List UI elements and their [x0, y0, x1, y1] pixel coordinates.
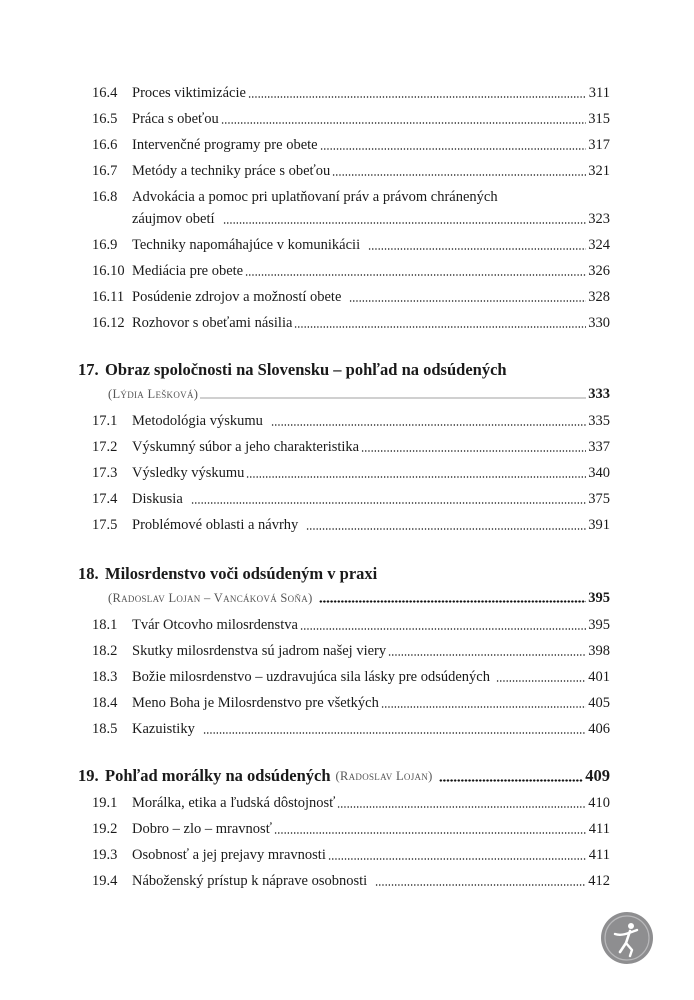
dot-leader — [319, 600, 586, 603]
dot-leader — [248, 96, 586, 98]
dot-leader — [381, 706, 586, 708]
dot-leader — [337, 806, 586, 808]
section-title: Diskusia — [132, 491, 183, 507]
chapter-author: (Radoslav Lojan – Vancáková Soňa) — [108, 591, 313, 605]
section-number: 19.2 — [92, 821, 118, 837]
dot-leader — [328, 858, 586, 860]
toc-entry-16-10[interactable] — [92, 258, 610, 280]
dot-leader — [375, 884, 586, 886]
page-number: 324 — [588, 237, 610, 253]
page-number: 406 — [588, 721, 610, 737]
section-number: 17.1 — [92, 413, 118, 429]
chapter-number: 19. — [78, 766, 99, 785]
section-number: 19.1 — [92, 795, 118, 811]
section-title: Osobnosť a jej prejavy mravnosti — [132, 847, 326, 863]
section-title: Náboženský prístup k náprave osobnosti — [132, 873, 368, 889]
section-title: Morálka, etika a ľudská dôstojnosť — [132, 795, 336, 811]
dot-leader — [294, 326, 586, 328]
page-number: 398 — [588, 643, 610, 659]
logo-graphic — [601, 912, 653, 964]
dot-leader — [439, 779, 584, 782]
dot-leader — [361, 450, 586, 452]
section-title: Proces viktimizácie — [132, 85, 246, 101]
chapter-page-number: 409 — [585, 766, 610, 785]
section-title: Intervenčné programy pre obete — [132, 137, 318, 153]
dot-leader — [246, 476, 586, 478]
section-number: 17.5 — [92, 517, 118, 533]
section-number: 16.5 — [92, 111, 118, 127]
toc-entry-17-3[interactable] — [92, 460, 610, 482]
toc-entry-16-6[interactable] — [92, 132, 610, 154]
dot-leader — [203, 732, 586, 734]
page-number: 337 — [588, 439, 610, 455]
section-number: 16.4 — [92, 85, 118, 101]
chapter-author: (Lýdia Lešková) — [108, 387, 199, 401]
page-number: 340 — [588, 465, 610, 481]
dot-leader — [221, 122, 586, 124]
page-number: 317 — [588, 137, 610, 153]
section-title: Výsledky výskumu — [132, 465, 245, 481]
chapter-number: 18. — [78, 564, 99, 583]
page-number: 330 — [588, 315, 610, 331]
page-number: 412 — [588, 873, 610, 889]
toc-entry-16-8-continued[interactable] — [132, 206, 610, 228]
dot-leader — [271, 424, 586, 426]
toc-entry-18-5[interactable] — [92, 716, 610, 738]
dot-leader — [349, 300, 586, 302]
page-number: 328 — [588, 289, 610, 305]
page-number: 401 — [588, 669, 610, 685]
dot-leader — [320, 148, 586, 150]
stick-figure-logo-icon — [601, 912, 653, 964]
page-number: 410 — [588, 795, 610, 811]
page-number: 326 — [588, 263, 610, 279]
section-number: 18.3 — [92, 669, 118, 685]
section-number: 17.3 — [92, 465, 118, 481]
dot-leader — [191, 502, 586, 504]
section-title: Metódy a techniky práce s obeťou — [132, 163, 331, 179]
toc-entry-16-11[interactable] — [92, 284, 610, 306]
section-title: Kazuistiky — [132, 721, 195, 737]
chapter-heading-18[interactable] — [78, 560, 610, 584]
toc-entry-18-3[interactable] — [92, 664, 610, 686]
section-number: 17.4 — [92, 491, 118, 507]
section-number: 16.9 — [92, 237, 118, 253]
section-title: Práca s obeťou — [132, 111, 219, 127]
dot-leader — [332, 174, 586, 176]
section-number: 18.4 — [92, 695, 118, 711]
section-title: Problémové oblasti a návrhy — [132, 517, 299, 533]
section-number: 16.8 — [92, 189, 118, 205]
page-number: 405 — [588, 695, 610, 711]
section-title: Advokácia a pomoc pri uplatňovaní práv a právom chránených — [132, 189, 498, 205]
section-number: 16.11 — [92, 289, 125, 305]
chapter-page-number: 395 — [588, 590, 610, 606]
dot-leader — [200, 397, 586, 399]
page-number: 375 — [588, 491, 610, 507]
chapter-number: 17. — [78, 360, 99, 379]
toc-entry-19-1[interactable] — [92, 790, 610, 812]
page-number: 335 — [588, 413, 610, 429]
section-number: 18.2 — [92, 643, 118, 659]
chapter-author-line-18[interactable] — [108, 585, 610, 607]
section-number: 16.12 — [92, 315, 125, 331]
dot-leader — [388, 654, 586, 656]
toc-entry-19-4[interactable] — [92, 868, 610, 890]
dot-leader — [245, 274, 586, 276]
section-title-continued: záujmov obetí — [132, 211, 215, 227]
page-number: 315 — [588, 111, 610, 127]
section-number: 16.10 — [92, 263, 125, 279]
toc-entry-18-4[interactable] — [92, 690, 610, 712]
toc-entry-16-12[interactable] — [92, 310, 610, 332]
section-title: Posúdenie zdrojov a možností obete — [132, 289, 342, 305]
dot-leader — [223, 222, 586, 224]
section-title: Dobro – zlo – mravnosť — [132, 821, 272, 837]
toc-entry-16-9[interactable] — [92, 232, 610, 254]
section-title: Výskumný súbor a jeho charakteristika — [132, 439, 360, 455]
section-title: Mediácia pre obete — [132, 263, 244, 279]
chapter-title: Obraz spoločnosti na Slovensku – pohľad na odsúdených — [105, 360, 507, 379]
toc-entry-17-1[interactable] — [92, 408, 610, 430]
page-number: 321 — [588, 163, 610, 179]
page-number: 391 — [588, 517, 610, 533]
chapter-author-line-17[interactable] — [108, 381, 610, 403]
chapter-title: Milosrdenstvo voči odsúdeným v praxi — [105, 564, 378, 583]
section-number: 19.4 — [92, 873, 118, 889]
section-number: 18.5 — [92, 721, 118, 737]
dot-leader — [306, 528, 586, 530]
section-title: Metodológia výskumu — [132, 413, 263, 429]
chapter-heading-17[interactable] — [78, 356, 610, 380]
section-number: 16.6 — [92, 137, 118, 153]
dot-leader — [368, 248, 586, 250]
toc-entry-16-7[interactable] — [92, 158, 610, 180]
dot-leader — [274, 832, 586, 834]
section-number: 18.1 — [92, 617, 118, 633]
section-title: Skutky milosrdenstva sú jadrom našej viery — [132, 643, 387, 659]
page-number: 323 — [588, 211, 610, 227]
page-number: 395 — [588, 617, 610, 633]
toc-entry-17-4[interactable] — [92, 486, 610, 508]
dot-leader — [300, 628, 586, 630]
chapter-heading-19[interactable] — [78, 762, 610, 786]
toc-entry-19-2[interactable] — [92, 816, 610, 838]
toc-entry-18-2[interactable] — [92, 638, 610, 660]
toc-entry-19-3[interactable] — [92, 842, 610, 864]
section-number: 17.2 — [92, 439, 118, 455]
page-number: 311 — [588, 85, 610, 101]
toc-entry-16-5[interactable] — [92, 106, 610, 128]
section-number: 19.3 — [92, 847, 118, 863]
section-title: Meno Boha je Milosrdenstvo pre všetkých — [132, 695, 379, 711]
section-title: Tvár Otcovho milosrdenstva — [132, 617, 298, 633]
section-title: Techniky napomáhajúce v komunikácii — [132, 237, 361, 253]
dot-leader — [496, 680, 586, 682]
page-number: 411 — [588, 821, 610, 837]
chapter-title: Pohľad morálky na odsúdených — [105, 766, 331, 785]
toc-entry-18-1[interactable] — [92, 612, 610, 634]
chapter-author: (Radoslav Lojan) — [335, 769, 433, 783]
toc-entry-16-4[interactable] — [92, 80, 610, 102]
page-number: 411 — [588, 847, 610, 863]
toc-entry-17-5[interactable] — [92, 512, 610, 534]
section-number: 16.7 — [92, 163, 118, 179]
section-title: Božie milosrdenstvo – uzdravujúca sila lásky pre odsúdených — [132, 669, 490, 685]
section-title: Rozhovor s obeťami násilia — [132, 315, 293, 331]
toc-entry-16-8[interactable] — [92, 184, 610, 206]
toc-entry-17-2[interactable] — [92, 434, 610, 456]
chapter-page-number: 333 — [588, 386, 610, 402]
